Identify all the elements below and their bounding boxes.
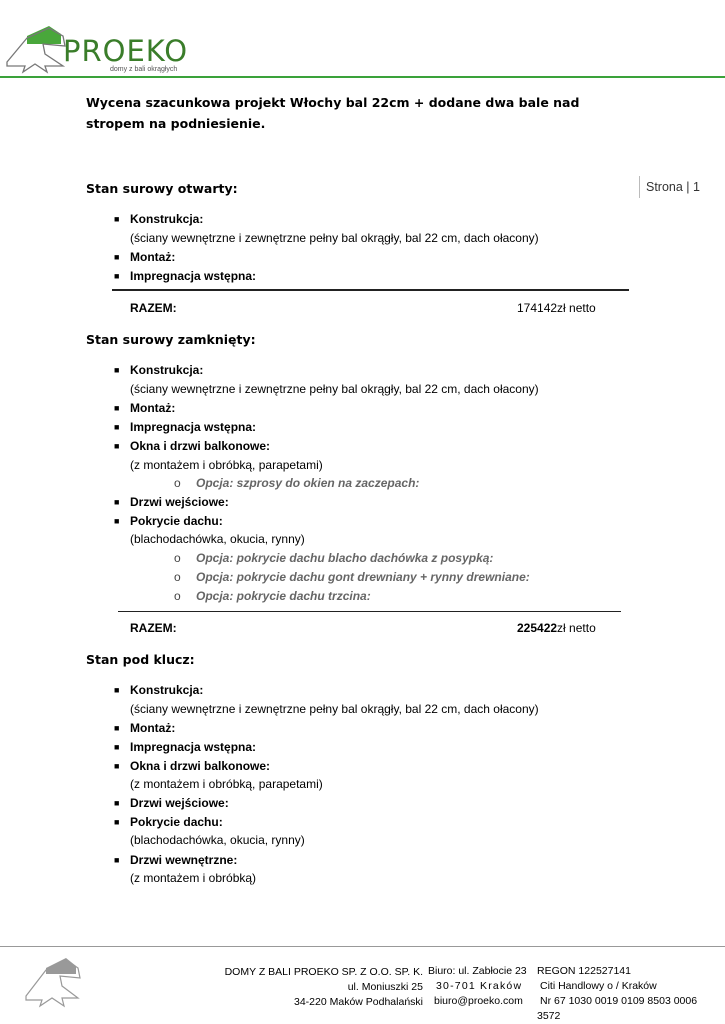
option-item: Opcja: pokrycie dachu gont drewniany + rynny drewniane: xyxy=(196,570,530,584)
list-item-label: Konstrukcja: xyxy=(130,683,204,697)
list-item-desc: (blachodachówka, okucia, rynny) xyxy=(130,532,305,546)
list-item-label: Drzwi wewnętrzne: xyxy=(130,853,238,867)
option-bullet-icon: o xyxy=(174,551,181,565)
total-rule xyxy=(112,289,629,291)
footer-office-email: biuro@proeko.com xyxy=(434,995,523,1007)
bullet-icon: ■ xyxy=(114,422,120,432)
list-item-label: Konstrukcja: xyxy=(130,363,204,377)
option-item: Opcja: pokrycie dachu blacho dachówka z posypką: xyxy=(196,551,494,565)
list-item-label: Konstrukcja: xyxy=(130,212,204,226)
page-number: Strona | 1 xyxy=(646,180,700,194)
option-item: Opcja: pokrycie dachu trzcina: xyxy=(196,589,371,603)
footer-bank xyxy=(537,964,717,1024)
document-title: Wycena szacunkowa projekt Włochy bal 22cm + dodane dwa bale nad stropem na podniesienie. xyxy=(86,95,580,131)
footer-office-address: Biuro: ul. Zabłocie 23 xyxy=(428,965,527,977)
header-divider xyxy=(0,76,725,78)
list-item-desc: (z montażem i obróbką, parapetami) xyxy=(130,458,323,472)
list-item-label: Drzwi wejściowe: xyxy=(130,495,229,509)
section-heading: Stan surowy otwarty: xyxy=(86,181,238,196)
bullet-icon: ■ xyxy=(114,817,120,827)
house-logo-footer-icon xyxy=(24,954,90,1008)
total-value-suffix: zł netto xyxy=(557,621,596,635)
bullet-icon: ■ xyxy=(114,252,120,262)
footer-account: Nr 67 1030 0019 0109 8503 0006 xyxy=(540,995,698,1007)
brand-name: PROEKO xyxy=(63,34,189,68)
list-item-label: Drzwi wejściowe: xyxy=(130,796,229,810)
page-number-divider xyxy=(639,176,640,198)
list-item-label: Impregnacja wstępna: xyxy=(130,420,257,434)
list-item-desc: (z montażem i obróbką) xyxy=(130,871,257,885)
bullet-icon: ■ xyxy=(114,497,120,507)
list-item-label: Montaż: xyxy=(130,250,176,264)
footer-divider xyxy=(0,946,725,947)
brand-tagline: domy z bali okrągłych xyxy=(110,66,178,73)
footer-company-city: 34-220 Maków Podhalański xyxy=(294,996,423,1008)
option-bullet-icon: o xyxy=(174,476,181,490)
bullet-icon: ■ xyxy=(114,271,120,281)
list-item-label: Okna i drzwi balkonowe: xyxy=(130,759,271,773)
list-item-label: Pokrycie dachu: xyxy=(130,514,223,528)
footer-office xyxy=(428,964,527,1009)
bullet-icon: ■ xyxy=(114,365,120,375)
list-item-label: Impregnacja wstępna: xyxy=(130,740,257,754)
bullet-icon: ■ xyxy=(114,798,120,808)
footer-regon: REGON 122527141 xyxy=(537,965,631,977)
list-item-desc: (blachodachówka, okucia, rynny) xyxy=(130,833,305,847)
footer-bank-name: Citi Handlowy o / Kraków xyxy=(540,980,657,992)
total-value-number: 225422 xyxy=(517,621,558,635)
footer-company xyxy=(211,965,423,1010)
section-heading: Stan surowy zamknięty: xyxy=(86,332,256,347)
total-value: 174142zł netto xyxy=(517,301,596,315)
option-bullet-icon: o xyxy=(174,570,181,584)
footer-office-city: 30-701 Kraków xyxy=(436,980,523,992)
bullet-icon: ■ xyxy=(114,214,120,224)
bullet-icon: ■ xyxy=(114,403,120,413)
bullet-icon: ■ xyxy=(114,742,120,752)
footer-company-name: DOMY Z BALI PROEKO SP. Z O.O. SP. K. xyxy=(224,966,423,978)
option-bullet-icon: o xyxy=(174,589,181,603)
bullet-icon: ■ xyxy=(114,685,120,695)
total-value xyxy=(517,621,596,635)
bullet-icon: ■ xyxy=(114,723,120,733)
total-rule xyxy=(118,611,621,612)
list-item-label: Montaż: xyxy=(130,721,176,735)
option-item: Opcja: szprosy do okien na zaczepach: xyxy=(196,476,420,490)
list-item-label: Impregnacja wstępna: xyxy=(130,269,257,283)
total-label: RAZEM: xyxy=(130,621,177,635)
total-label: RAZEM: xyxy=(130,301,177,315)
bullet-icon: ■ xyxy=(114,855,120,865)
list-item-desc: (ściany wewnętrzne i zewnętrzne pełny bal okrągły, bal 22 cm, dach ołacony) xyxy=(130,382,539,396)
footer-company-street: ul. Moniuszki 25 xyxy=(347,981,423,993)
list-item-label: Pokrycie dachu: xyxy=(130,815,223,829)
list-item-desc: (z montażem i obróbką, parapetami) xyxy=(130,777,323,791)
section-heading: Stan pod klucz: xyxy=(86,652,195,667)
footer-account-cont: 3572 xyxy=(537,1010,561,1022)
bullet-icon: ■ xyxy=(114,516,120,526)
list-item-label: Okna i drzwi balkonowe: xyxy=(130,439,271,453)
list-item-desc: (ściany wewnętrzne i zewnętrzne pełny bal okrągły, bal 22 cm, dach ołacony) xyxy=(130,702,539,716)
bullet-icon: ■ xyxy=(114,761,120,771)
list-item-desc: (ściany wewnętrzne i zewnętrzne pełny bal okrągły, bal 22 cm, dach ołacony) xyxy=(130,231,539,245)
list-item-label: Montaż: xyxy=(130,401,176,415)
bullet-icon: ■ xyxy=(114,441,120,451)
